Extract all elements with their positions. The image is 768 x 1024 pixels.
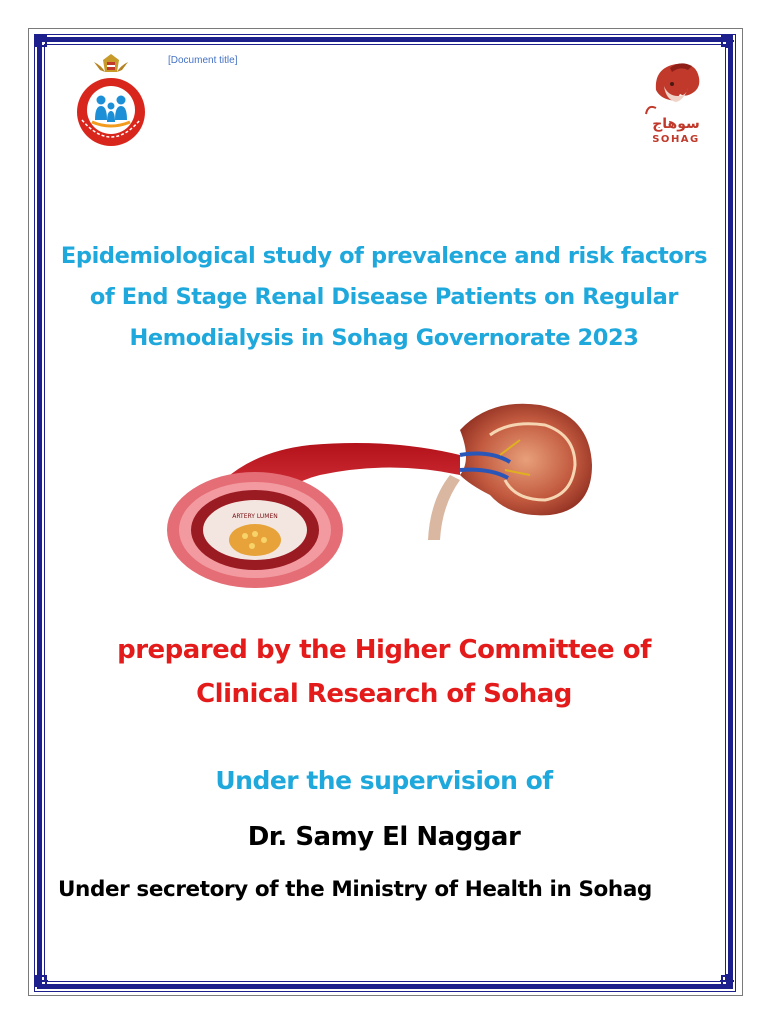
supervisor-position: Under secretory of the Ministry of Health in Sohag: [58, 877, 652, 902]
sohag-logo-english: SOHAG: [652, 134, 700, 145]
document-title: [50, 236, 718, 359]
document-title-placeholder[interactable]: [Document title]: [168, 55, 238, 66]
corner-ornament-top-right: [718, 32, 736, 50]
ministry-of-health-logo: [64, 50, 158, 150]
corner-ornament-bottom-left: [32, 972, 50, 990]
title-line: Hemodialysis in Sohag Governorate 2023: [129, 325, 639, 351]
prepared-by-line: prepared by the Higher Committee of: [117, 635, 651, 665]
supervision-heading: Under the supervision of: [215, 766, 553, 795]
title-line: Epidemiological study of prevalence and risk factors: [60, 243, 708, 269]
title-line: of End Stage Renal Disease Patients on Regular: [89, 284, 679, 310]
corner-ornament-bottom-right: [718, 972, 736, 990]
prepared-by-line: Clinical Research of Sohag: [196, 679, 572, 709]
artery-lumen-label: ARTERY LUMEN: [232, 513, 278, 520]
sohag-logo: [636, 56, 716, 148]
supervisor-name: Dr. Samy El Naggar: [247, 822, 521, 852]
prepared-by-text: [50, 628, 718, 716]
corner-ornament-top-left: [32, 32, 50, 50]
kidney-artery-illustration: [160, 380, 610, 600]
sohag-logo-arabic: سوهاج: [652, 116, 700, 132]
